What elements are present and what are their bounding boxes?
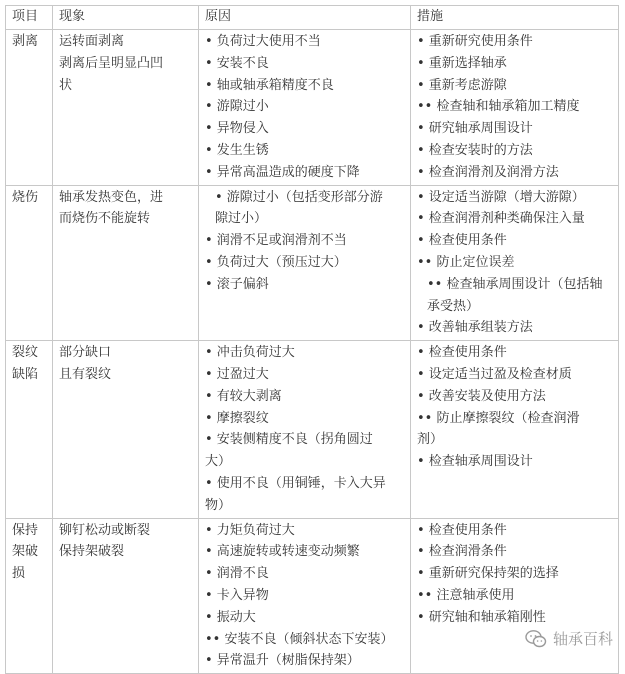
watermark <box>525 628 613 649</box>
cause-line: • 卡入异物 <box>205 587 269 603</box>
phenomenon-line: 而烧伤不能旋转 <box>59 211 151 227</box>
phenomenon-line: 轴承发热变色，进 <box>59 189 164 205</box>
cause-line: • 负荷过大（预压过大） <box>205 254 347 270</box>
phenomenon-cell <box>53 30 199 186</box>
cause-line: • 使用不良（用铜锤，卡入大异 <box>205 475 386 491</box>
item-cell <box>6 30 53 186</box>
measure-line: •• 检查轴承周围设计（包括轴 <box>427 276 603 292</box>
phenomenon-line: 铆钉松动或断裂 <box>59 522 151 538</box>
measure-line: • 重新研究使用条件 <box>417 34 533 49</box>
item-cell <box>6 185 53 341</box>
wechat-logo-icon <box>525 629 547 649</box>
measure-line: • 改善安装及使用方法 <box>417 388 546 404</box>
cause-line: • 摩擦裂纹 <box>205 410 269 426</box>
cause-line: • 润滑不良 <box>205 566 269 582</box>
cause-line: • 负荷过大使用不当 <box>205 34 321 49</box>
measure-line: •• 检查轴和轴承箱加工精度 <box>417 99 580 115</box>
bearing-failure-table <box>5 5 619 674</box>
cause-line: • 振动大 <box>205 609 256 625</box>
table-row <box>6 341 619 518</box>
cause-line: 隙过小） <box>215 211 268 227</box>
watermark-text: 轴承百科 <box>552 630 613 648</box>
cause-line: 大） <box>205 454 232 470</box>
table-header-row <box>6 6 619 30</box>
phenomenon-line: 状 <box>59 77 73 93</box>
cause-line: • 润滑不足或润滑剂不当 <box>205 233 347 249</box>
measure-line: • 检查使用条件 <box>417 233 507 249</box>
cause-line: • 安装不良 <box>205 55 269 71</box>
cause-cell <box>199 341 411 518</box>
cause-cell <box>199 185 411 341</box>
measure-line: • 设定适当游隙（增大游隙） <box>417 189 585 205</box>
phenomenon-cell <box>53 518 199 674</box>
cause-line: • 安装侧精度不良（拐角圆过 <box>205 432 373 448</box>
cause-line: • 异物侵入 <box>205 121 269 137</box>
item-label: 架破 <box>12 544 39 560</box>
item-cell <box>6 518 53 674</box>
measure-line: • 重新选择轴承 <box>417 55 507 71</box>
measure-line: • 改善轴承组装方法 <box>417 320 533 336</box>
phenomenon-cell <box>53 341 199 518</box>
measure-cell <box>411 185 619 341</box>
table-row <box>6 30 619 186</box>
measure-line: •• 注意轴承使用 <box>417 587 515 603</box>
measure-line: 剂） <box>417 432 444 448</box>
measure-line: 承受热） <box>427 298 480 314</box>
item-label: 保持 <box>12 522 39 538</box>
header-cause: 原因 <box>199 6 411 30</box>
phenomenon-line: 运转面剥离 <box>59 34 125 49</box>
cause-line: • 游隙过小（包括变形部分游 <box>215 189 383 205</box>
table-row <box>6 185 619 341</box>
measure-line: •• 防止摩擦裂纹（检查润滑 <box>417 410 580 426</box>
cause-line: • 发生生锈 <box>205 142 269 158</box>
measure-cell <box>411 341 619 518</box>
measure-line: • 检查轴承周围设计 <box>417 454 533 470</box>
measure-line: • 检查使用条件 <box>417 522 507 538</box>
item-label: 损 <box>12 566 26 582</box>
measure-line: •• 防止定位误差 <box>417 254 515 270</box>
measure-line: • 检查润滑剂及润滑方法 <box>417 164 559 180</box>
header-phenomenon: 现象 <box>53 6 199 30</box>
phenomenon-line: 保持架破裂 <box>59 544 125 560</box>
measure-line: • 研究轴和轴承箱刚性 <box>417 609 546 625</box>
measure-cell <box>411 518 619 674</box>
cause-line: • 游隙过小 <box>205 99 269 115</box>
cause-line: • 高速旋转或转速变动频繁 <box>205 544 360 560</box>
cause-line: • 有较大剥离 <box>205 388 282 404</box>
phenomenon-cell <box>53 185 199 341</box>
measure-line: • 检查润滑剂种类确保注入量 <box>417 211 585 227</box>
cause-line: •• 安装不良（倾斜状态下安装） <box>205 631 394 647</box>
cause-line: • 轴或轴承箱精度不良 <box>205 77 334 93</box>
measure-cell <box>411 30 619 186</box>
cause-line: • 滚子偏斜 <box>205 276 269 292</box>
measure-line: • 检查润滑条件 <box>417 544 507 560</box>
cause-line: 物） <box>205 497 232 513</box>
measure-line: • 检查安装时的方法 <box>417 142 533 158</box>
measure-line: • 检查使用条件 <box>417 345 507 361</box>
measure-line: • 研究轴承周围设计 <box>417 121 533 137</box>
cause-line: • 过盈过大 <box>205 366 269 382</box>
cause-cell <box>199 30 411 186</box>
item-label: 裂纹 <box>12 345 39 361</box>
cause-line: • 力矩负荷过大 <box>205 522 295 538</box>
measure-line: • 设定适当过盈及检查材质 <box>417 366 572 382</box>
header-measure: 措施 <box>411 6 619 30</box>
item-cell <box>6 341 53 518</box>
cause-line: • 冲击负荷过大 <box>205 345 295 361</box>
measure-line: • 重新考虑游隙 <box>417 77 507 93</box>
header-item: 项目 <box>6 6 53 30</box>
cause-line: • 异常高温造成的硬度下降 <box>205 164 360 180</box>
phenomenon-line: 且有裂纹 <box>59 366 112 382</box>
item-label: 烧伤 <box>12 189 39 205</box>
cause-line: • 异常温升（树脂保持架） <box>205 653 360 669</box>
cause-cell <box>199 518 411 674</box>
table-row <box>6 518 619 674</box>
measure-line: • 重新研究保持架的选择 <box>417 566 559 582</box>
phenomenon-line: 部分缺口 <box>59 345 112 361</box>
item-label: 缺陷 <box>12 366 39 382</box>
phenomenon-line: 剥离后呈明显凸凹 <box>59 55 164 71</box>
item-label: 剥离 <box>12 34 39 49</box>
